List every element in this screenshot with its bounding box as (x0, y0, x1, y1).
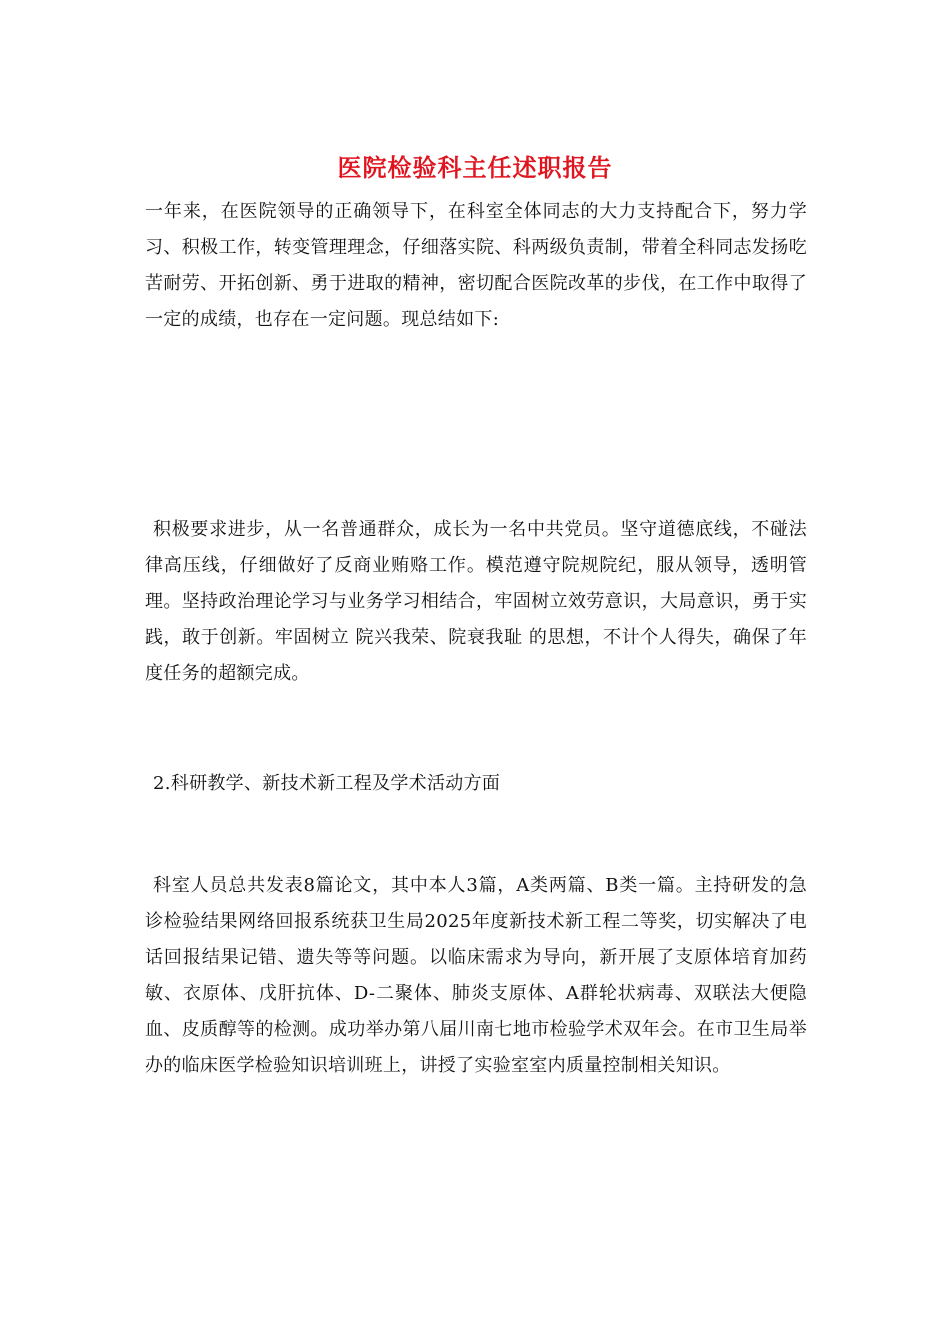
political-paragraph: 积极要求进步，从一名普通群众，成长为一名中共党员。坚守道德底线，不碰法律高压线，仔细做好了反商业贿赂工作。模范遵守院规院纪，服从领导，透明管理。坚持政治理论学习与业务学习相结合，牢固树立效劳意识，大局意识，勇于实践，敢于创新。牢固树立 院兴我荣、院衰我耻 的思想，不计个人得失，确保了年度任务的超额完成。 (145, 519, 807, 684)
intro-paragraph: 一年来，在医院领导的正确领导下，在科室全体同志的大力支持配合下，努力学习、积极工作，转变管理理念，仔细落实院、科两级负责制，带着全科同志发扬吃苦耐劳、开拓创新、勇于进取的精神，密切配合医院改革的步伐，在工作中取得了一定的成绩，也存在一定问题。现总结如下: (145, 201, 807, 330)
section-heading-research: 2.科研教学、新技术新工程及学术活动方面 (153, 773, 501, 794)
research-paragraph: 科室人员总共发表8篇论文，其中本人3篇，A类两篇、B类一篇。主持研发的急诊检验结果网络回报系统获卫生局2025年度新技术新工程二等奖，切实解决了电话回报结果记错、遗失等等问题。以临床需求为导向，新开展了支原体培育加药敏、衣原体、戊肝抗体、D-二聚体、肺炎支原体、A群轮状病毒、双联法大便隐血、皮质醇等的检测。成功举办第八届川南七地市检验学术双年会。在市卫生局举办的临床医学检验知识培训班上，讲授了实验室室内质量控制相关知识。 (145, 875, 807, 1076)
document-title: 医院检验科主任述职报告 (337, 153, 613, 182)
